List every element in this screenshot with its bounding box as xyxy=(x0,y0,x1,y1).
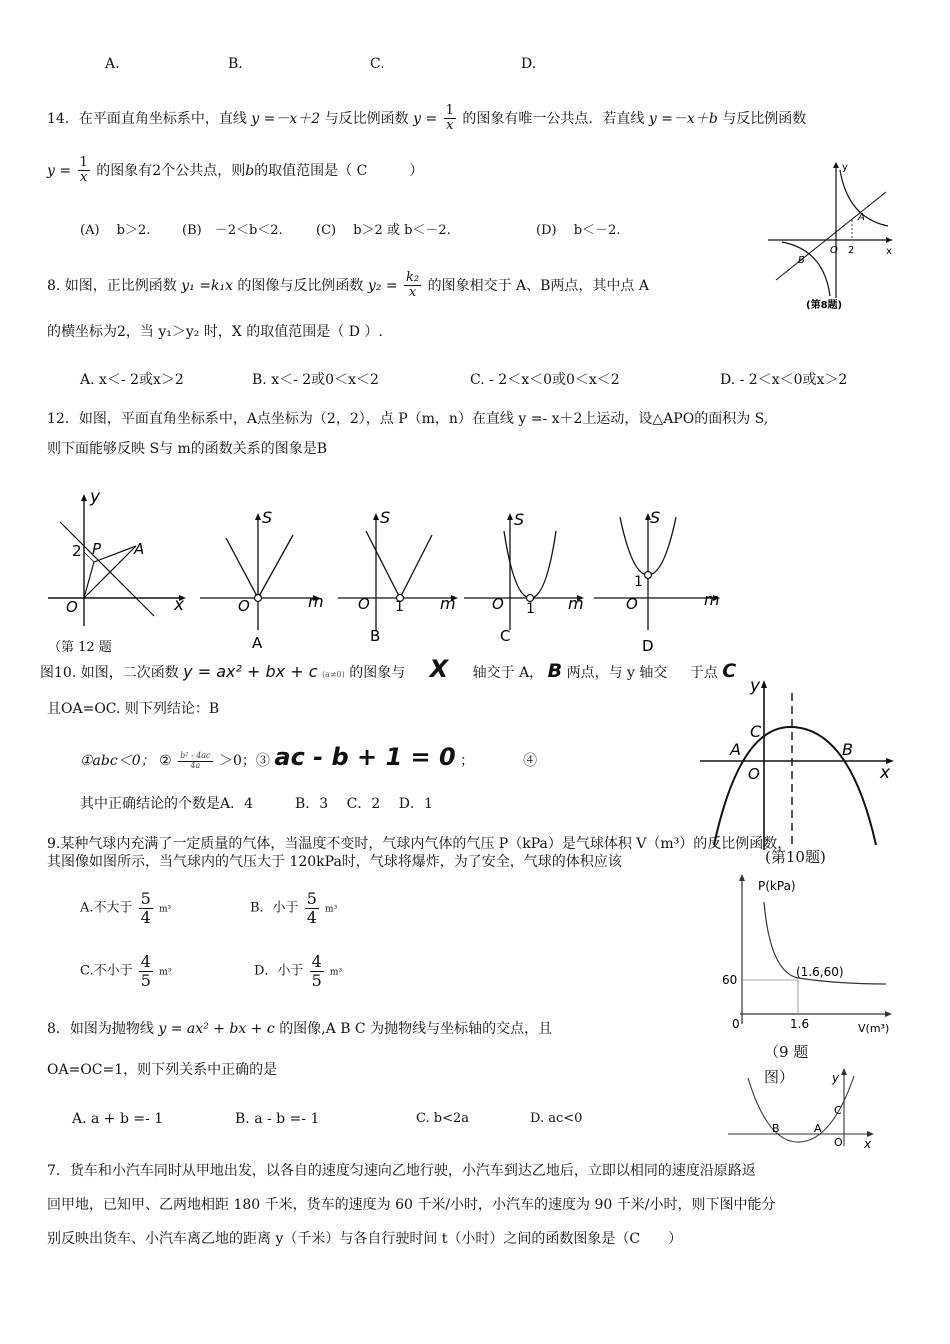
q12-graph-d xyxy=(592,505,732,655)
q8b-option-a: A. a + b =- 1 xyxy=(72,1111,164,1127)
q12-graph-b-o: O xyxy=(358,595,370,613)
q12-graph-a-m: m xyxy=(308,592,324,611)
q8-fig-caption: (第8题) xyxy=(806,300,843,311)
q8b-tail: 的图像,A B C 为抛物线与坐标轴的交点，且 xyxy=(279,1021,553,1037)
q8b-fig-b: B xyxy=(772,1122,780,1135)
q8a-tail: 的图象相交于 A、B两点，其中点 A xyxy=(427,277,649,294)
q12-line2: 则下面能够反映 S与 m的函数关系的图象是B xyxy=(47,441,328,457)
q8a-option-a: A. x＜- 2或x＞2 xyxy=(80,372,184,388)
q8b-fig-o: O xyxy=(834,1136,843,1149)
q12-graph-c-m: m xyxy=(568,594,584,613)
q9-caption-1: （9 题 xyxy=(764,1043,809,1061)
q8a-line2: 的横坐标为2，当 y₁＞y₂ 时，X 的取值范围是（ D ）. xyxy=(47,324,383,340)
q12-graph-d-o: O xyxy=(626,595,638,613)
q14-fn2: y = xyxy=(47,162,72,179)
q12-graph-b xyxy=(336,505,466,650)
q12-graph-a xyxy=(198,505,328,650)
q10-fig-y: y xyxy=(750,676,761,696)
q10-c3: ac - b + 1 = 0 xyxy=(274,743,456,771)
q12-main-x: x xyxy=(174,595,185,615)
q9-option-c-prefix: C.不小于 xyxy=(80,963,133,979)
q8-figure xyxy=(768,158,898,311)
q12-main-y: y xyxy=(90,487,101,507)
q10-c1: ①abc＜0； xyxy=(80,753,155,769)
q7-line3: 别反映出货车、小汽车离乙地的距离 y（千米）与各自行驶时间 t（小时）之间的函数图象是（C ） xyxy=(47,1231,683,1247)
q9-option-b-unit: m³ xyxy=(325,904,338,915)
q10-x-letter: X xyxy=(429,655,449,683)
q9-option-c-unit: m³ xyxy=(159,967,172,978)
q12-graph-c-one: 1 xyxy=(526,601,535,617)
q10-caption: (第10题) xyxy=(765,848,826,866)
q10-fig-o: O xyxy=(748,765,760,783)
q12-graph-c-o: O xyxy=(492,595,504,613)
q8b-line2: OA=OC=1，则下列关系中正确的是 xyxy=(47,1062,278,1078)
q8b-fig-c: C xyxy=(834,1104,842,1117)
q12-graph-b-label: B xyxy=(370,627,381,645)
q8b-formula: y = ax² + bx + c xyxy=(158,1021,275,1037)
q9-option-d-frac: $\frac{4}{5}$ xyxy=(311,952,322,990)
q14-mid1: 与反比例函数 xyxy=(324,110,409,127)
q12-graph-b-one: 1 xyxy=(395,599,404,615)
q9-option-d-unit: m³ xyxy=(329,967,343,978)
q10-c4: ； ④ xyxy=(460,753,538,769)
q14-mid2: 的图象有唯一公共点．若直线 xyxy=(462,110,645,127)
q9-fig-p: P(kPa) xyxy=(758,879,796,893)
q8a-mid: 的图像与反比例函数 xyxy=(237,277,364,294)
q9-option-a-prefix: A.不大于 xyxy=(80,900,133,916)
q12-graph-a-s: S xyxy=(262,508,273,527)
q10-c-letter: C xyxy=(722,660,737,682)
top-option-b: B. xyxy=(228,56,243,72)
q10-answer: 其中正确结论的个数是A．4 B．3 C．2 D．1 xyxy=(80,796,433,812)
q14-b: b xyxy=(245,162,255,179)
q8b-option-b: B. a - b =- 1 xyxy=(235,1111,320,1127)
q8a-prefix: 8. 如图，正比例函数 xyxy=(47,277,177,294)
q10-line2: 且OA=OC. 则下列结论：B xyxy=(47,701,220,717)
q14-line1-formula: y =－x＋2 xyxy=(251,110,321,127)
q9-fig-x16: 1.6 xyxy=(790,1017,810,1031)
q12-graph-c-s: S xyxy=(514,510,525,529)
q14-line1 xyxy=(47,104,806,134)
q9-option-c-frac: $\frac{4}{5}$ xyxy=(140,952,151,990)
q9-option-a-frac: $\frac{5}{4}$ xyxy=(140,889,151,927)
top-option-c: C. xyxy=(370,56,385,72)
q12-graph-d-s: S xyxy=(650,508,661,527)
q10-fig-b: B xyxy=(842,740,853,759)
q14-mid3: 与反比例函数 xyxy=(722,110,807,127)
q12-main-o: O xyxy=(66,598,78,616)
q8a-y2: y₂ = xyxy=(367,277,398,294)
q8-fig-a: A xyxy=(858,212,865,223)
q9-line2: 其图像如图所示，当气球内的气压大于 120kPa时，气球将爆炸，为了安全，气球的体积应该 xyxy=(47,854,622,870)
q10-c2: ② xyxy=(159,753,172,769)
q8-fig-x: x xyxy=(886,246,892,257)
q9-option-d-prefix: D．小于 xyxy=(254,963,304,979)
q9-fig-v: V(m³) xyxy=(858,1022,890,1035)
q14-line2-formula: y =－x＋b xyxy=(648,110,718,127)
q10-mid4: 于点 xyxy=(689,665,718,681)
q7-line1: 7．货车和小汽车同时从甲地出发，以各自的速度匀速向乙地行驶，小汽车到达乙地后，立即以相同的速度沿原路返 xyxy=(47,1163,756,1179)
q12-graph-b-m: m xyxy=(440,594,456,613)
q8b-fig-a: A xyxy=(814,1122,822,1135)
q12-line1: 12．如图，平面直角坐标系中，A点坐标为（2，2），点 P（m，n）在直线 y =- x＋2上运动，设△APO的面积为 S, xyxy=(47,411,769,427)
q14-prefix: 14．在平面直角坐标系中，直线 xyxy=(47,110,247,127)
q10-fig-x: x xyxy=(880,763,891,783)
q8-fig-two: 2 xyxy=(848,245,855,256)
q9-caption-2: 图） xyxy=(764,1068,795,1086)
q12-main-p: P xyxy=(92,540,102,558)
q10-mid3: 两点，与 y 轴交 xyxy=(566,665,668,681)
q8a-frac: $\frac{\text{k₂}}{x}$ xyxy=(406,270,420,301)
q8a-option-b: B. x＜- 2或0＜x＜2 xyxy=(252,372,379,388)
q10-line1 xyxy=(40,655,736,683)
q9-fig-sixty: 60 xyxy=(722,973,738,987)
q14-tail2: 的取值范围是（ C ） xyxy=(254,162,424,179)
q8a-y1: y₁ =k₁x xyxy=(181,277,233,294)
q9-option-b-frac: $\frac{5}{4}$ xyxy=(306,889,317,927)
q10-mid: 的图象与 xyxy=(349,665,406,681)
q12-main-a: A xyxy=(134,540,145,558)
q8b-fig-y: y xyxy=(832,1071,840,1085)
q8-fig-b: B xyxy=(798,255,805,266)
q12-graph-b-s: S xyxy=(380,508,391,527)
q9-option-b xyxy=(250,890,337,926)
q8-fig-y: y xyxy=(842,162,848,173)
q9-fig-point: (1.6,60) xyxy=(796,965,844,979)
q12-graph-a-label: A xyxy=(252,634,263,652)
q8a-option-d: D. - 2＜x＜0或x＞2 xyxy=(720,372,848,388)
q10-b-letter: B xyxy=(547,660,563,682)
q8b-option-c: C. b<2a xyxy=(416,1111,469,1126)
q10-prefix: 图10. 如图，二次函数 xyxy=(40,665,179,681)
q10-c2-frac: $\frac{\text{b² - 4ac}}{4a}$ xyxy=(180,750,211,770)
q12-caption: （第 12 题 xyxy=(48,640,112,655)
q8a-line1 xyxy=(47,271,649,301)
q12-main-two: 2 xyxy=(72,542,82,560)
q12-graph-d-m: m xyxy=(704,590,720,609)
q14-option-a: (A) b＞2. xyxy=(80,223,151,238)
top-option-a: A. xyxy=(105,56,120,72)
q10-formula: y = ax² + bx + c xyxy=(183,662,318,681)
q14-option-b: (B) －2＜b＜2. xyxy=(182,223,283,238)
q8b-option-d: D. ac<0 xyxy=(530,1111,583,1126)
q10-figure xyxy=(700,675,900,855)
q10-fig-a: A xyxy=(730,740,741,759)
q14-tail: 的图象有2个公共点，则 xyxy=(96,162,246,179)
q12-graph-d-one: 1 xyxy=(634,574,643,590)
q10-fig-c: C xyxy=(750,722,762,741)
q14-frac2: $\frac{1}{x}$ xyxy=(79,155,88,186)
q8b-figure xyxy=(728,1068,878,1151)
q9-option-a xyxy=(80,890,171,926)
q9-fig-zero: 0 xyxy=(732,1017,740,1031)
q8a-option-c: C. - 2＜x＜0或0＜x＜2 xyxy=(470,372,620,388)
q12-graph-d-label: D xyxy=(642,637,654,655)
top-option-d: D. xyxy=(521,56,537,72)
q8b-fig-x: x xyxy=(864,1137,872,1151)
q10-c2-tail: ＞0；③ xyxy=(219,753,270,769)
q12-main-figure xyxy=(48,488,198,628)
q14-line2 xyxy=(47,156,423,186)
q12-graph-c-label: C xyxy=(500,627,511,645)
q8b-prefix: 8．如图为抛物线 xyxy=(47,1021,154,1037)
q9-option-b-prefix: B．小于 xyxy=(250,900,299,916)
q14-option-d: (D) b＜－2. xyxy=(536,223,621,238)
q12-graph-a-o: O xyxy=(238,597,250,615)
q8-fig-o: O xyxy=(830,245,838,256)
q10-note: (a≠0) xyxy=(321,670,345,679)
q10-mid2: 轴交于 A， xyxy=(472,665,544,681)
q10-conclusions xyxy=(80,743,537,771)
q9-option-d xyxy=(254,953,342,989)
q9-figure xyxy=(718,872,898,1035)
q9-option-a-unit: m³ xyxy=(159,904,172,915)
q14-fn1: y = xyxy=(413,110,438,127)
q9-line1: 9.某种气球内充满了一定质量的气体，当温度不变时，气球内气体的气压 P（kPa）是气球体积 V（m³）的反比例函数， xyxy=(47,836,792,852)
q7-line2: 回甲地，已知甲、乙两地相距 180 千米，货车的速度为 60 千米/小时，小汽车的速度为 90 千米/小时，则下图中能分 xyxy=(47,1197,776,1213)
q14-frac1: $\frac{1}{x}$ xyxy=(445,103,454,134)
q9-option-c xyxy=(80,953,171,989)
q8b-line1 xyxy=(47,1018,552,1038)
q12-graph-c xyxy=(462,505,592,650)
q14-option-c: (C) b＞2 或 b＜－2. xyxy=(316,223,451,238)
